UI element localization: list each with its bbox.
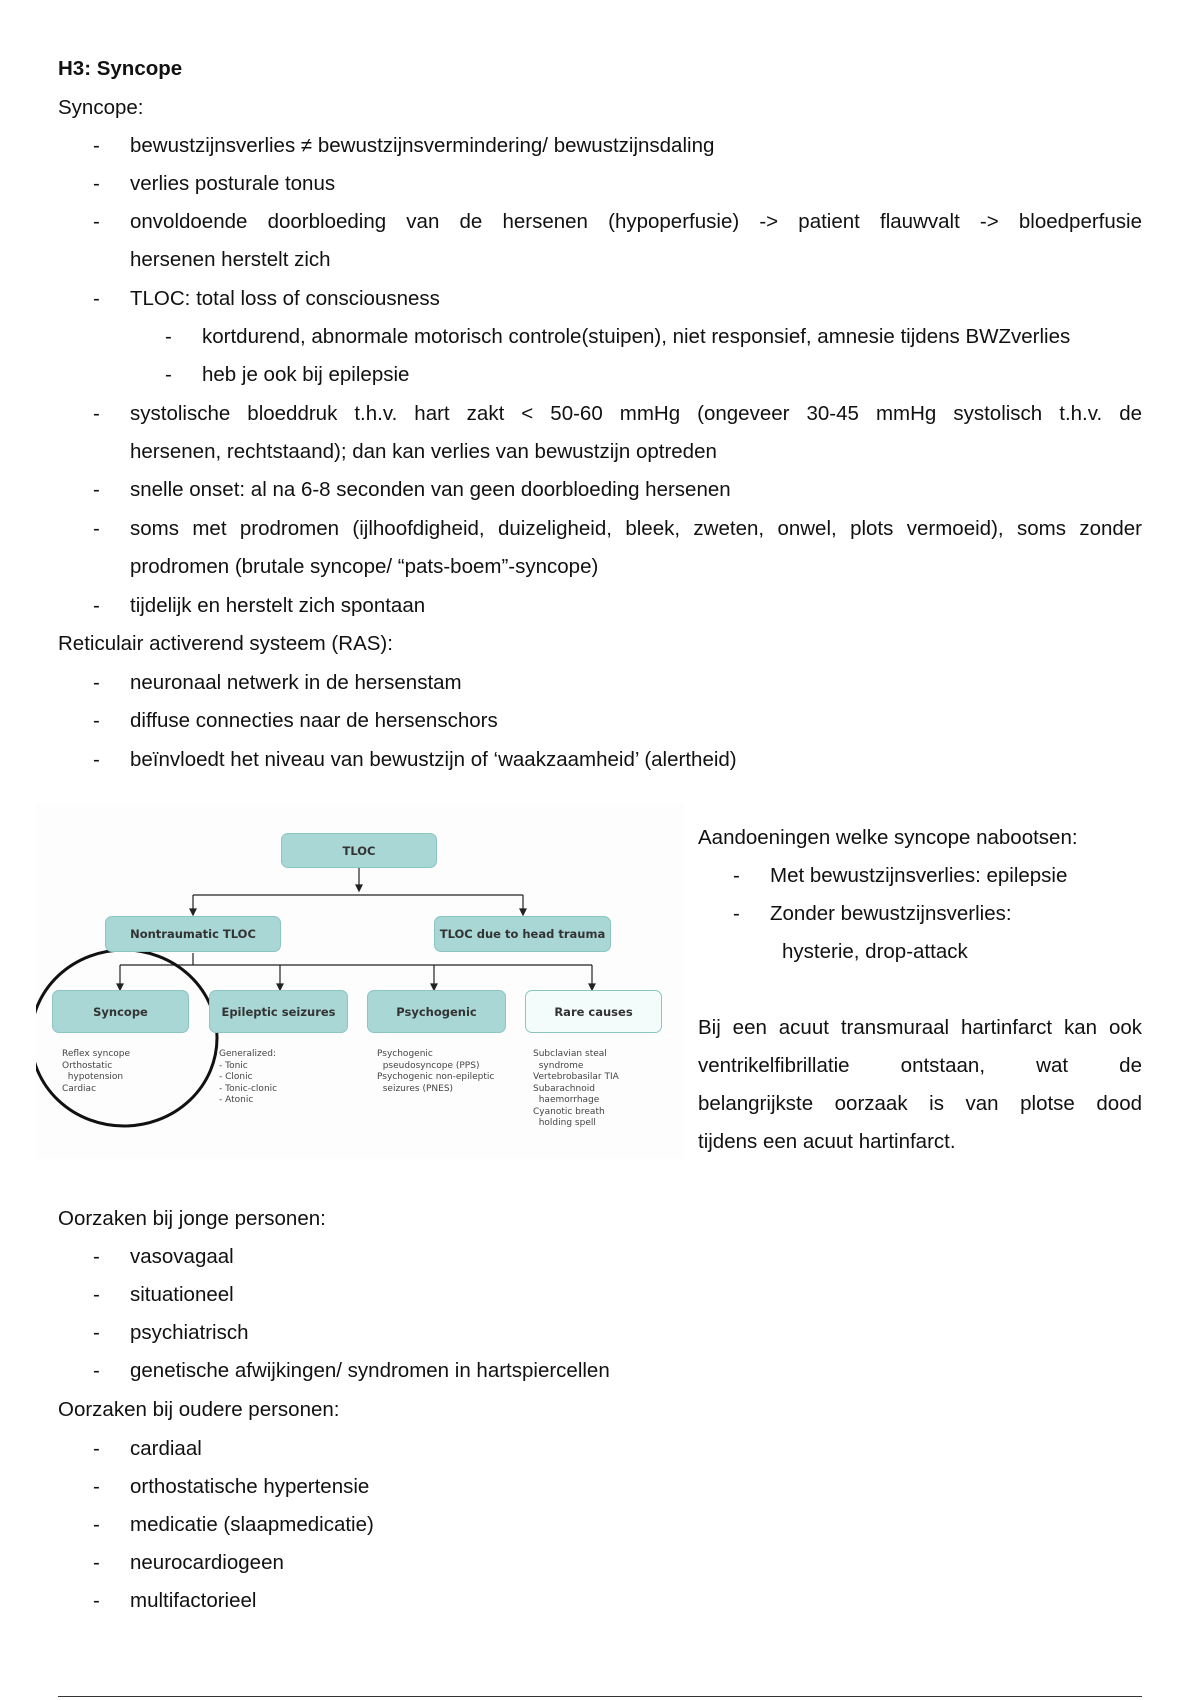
list-item: neuronaal netwerk in de hersenstam	[130, 671, 462, 694]
bullet-dash: -	[93, 1475, 100, 1498]
sub-list-item: kortdurend, abnormale motorisch controle(stuipen), niet responsief, amnesie tijdens BWZverlies	[202, 325, 1071, 348]
list-item-continuation: prodromen (brutale syncope/ “pats-boem”-syncope)	[130, 555, 599, 578]
bullet-dash: -	[93, 594, 100, 617]
list-item: verlies posturale tonus	[130, 172, 336, 195]
bullet-dash: -	[93, 1321, 100, 1344]
bullet-dash: -	[93, 709, 100, 732]
node-psychogenic: Psychogenic	[367, 990, 506, 1033]
sub-list-item: heb je ook bij epilepsie	[202, 363, 410, 386]
bullet-dash: -	[93, 748, 100, 771]
bullet-dash: -	[93, 1513, 100, 1536]
node-syncope: Syncope	[52, 990, 189, 1033]
list-item: neurocardiogeen	[130, 1551, 284, 1574]
list-item: Met bewustzijnsverlies: epilepsie	[770, 864, 1068, 887]
bullet-dash: -	[165, 363, 172, 386]
list-item: multifactorieel	[130, 1589, 257, 1612]
node-rare-causes: Rare causes	[525, 990, 662, 1033]
rare-details: Subclavian steal syndrome Vertebrobasilar TIA Subarachnoid haemorrhage Cyanotic breath holding spell	[533, 1049, 619, 1128]
infarct-paragraph-line: Bij een acuut transmuraal hartinfarct kan ook	[698, 1016, 1142, 1039]
bullet-dash: -	[93, 1245, 100, 1268]
syncope-details: Reflex syncope Orthostatic hypotension Cardiac	[62, 1049, 131, 1094]
list-item: Zonder bewustzijnsverlies:	[770, 902, 1012, 925]
infarct-paragraph-line: tijdens een acuut hartinfarct.	[698, 1130, 956, 1153]
list-item: medicatie (slaapmedicatie)	[130, 1513, 374, 1536]
young-heading: Oorzaken bij jonge personen:	[58, 1207, 326, 1230]
page-title: H3: Syncope	[58, 57, 183, 80]
list-item: cardiaal	[130, 1437, 202, 1460]
bullet-dash: -	[93, 172, 100, 195]
psychogenic-details: Psychogenic pseudosyncope (PPS) Psychogenic non-epileptic seizures (PNES)	[377, 1049, 495, 1094]
epileptic-details: Generalized: - Tonic - Clonic - Tonic-clonic - Atonic	[219, 1049, 278, 1105]
bullet-dash: -	[93, 210, 100, 233]
list-item: systolische bloeddruk t.h.v. hart zakt < 50-60 mmHg (ongeveer 30-45 mmHg systolisch t.h.v. de	[130, 402, 1142, 425]
bullet-dash: -	[165, 325, 172, 348]
node-tloc: TLOC	[281, 833, 437, 868]
bullet-dash: -	[93, 517, 100, 540]
node-epileptic: Epileptic seizures	[209, 990, 348, 1033]
list-item: TLOC: total loss of consciousness	[130, 287, 440, 310]
list-item: onvoldoende doorbloeding van de hersenen (hypoperfusie) -> patient flauwvalt -> bloedperfusie	[130, 210, 1142, 233]
mimics-heading: Aandoeningen welke syncope nabootsen:	[698, 826, 1078, 849]
footer-divider	[58, 1696, 1142, 1697]
bullet-dash: -	[93, 287, 100, 310]
infarct-paragraph-line: ventrikelfibrillatie ontstaan, wat de	[698, 1054, 1142, 1077]
bullet-dash: -	[93, 478, 100, 501]
syncope-heading: Syncope:	[58, 96, 144, 119]
bullet-dash: -	[733, 864, 740, 887]
infarct-paragraph-line: belangrijkste oorzaak is van plotse dood	[698, 1092, 1142, 1115]
list-item: orthostatische hypertensie	[130, 1475, 370, 1498]
list-item-continuation: hersenen, rechtstaand); dan kan verlies van bewustzijn optreden	[130, 440, 717, 463]
bullet-dash: -	[93, 1359, 100, 1382]
bullet-dash: -	[93, 402, 100, 425]
bullet-dash: -	[93, 1551, 100, 1574]
list-item: soms met prodromen (ijlhoofdigheid, duizeligheid, bleek, zweten, onwel, plots vermoeid), soms zonder	[130, 517, 1142, 540]
list-item: bewustzijnsverlies ≠ bewustzijnsvermindering/ bewustzijnsdaling	[130, 134, 715, 157]
bullet-dash: -	[93, 1589, 100, 1612]
list-item: diffuse connecties naar de hersenschors	[130, 709, 498, 732]
bullet-dash: -	[93, 671, 100, 694]
list-item: snelle onset: al na 6-8 seconden van geen doorbloeding hersenen	[130, 478, 731, 501]
highlight-circle	[36, 950, 217, 1126]
list-item: situationeel	[130, 1283, 234, 1306]
old-heading: Oorzaken bij oudere personen:	[58, 1398, 340, 1421]
tloc-diagram	[36, 803, 684, 1159]
list-item: psychiatrisch	[130, 1321, 249, 1344]
node-nontraumatic: Nontraumatic TLOC	[105, 916, 281, 952]
list-item: beïnvloedt het niveau van bewustzijn of ‘waakzaamheid’ (alertheid)	[130, 748, 737, 771]
list-item-continuation: hersenen herstelt zich	[130, 248, 331, 271]
ras-heading: Reticulair activerend systeem (RAS):	[58, 632, 393, 655]
bullet-dash: -	[93, 1283, 100, 1306]
node-head-trauma: TLOC due to head trauma	[434, 916, 611, 952]
bullet-dash: -	[93, 134, 100, 157]
bullet-dash: -	[93, 1437, 100, 1460]
list-item: vasovagaal	[130, 1245, 234, 1268]
list-item: genetische afwijkingen/ syndromen in hartspiercellen	[130, 1359, 610, 1382]
list-item: tijdelijk en herstelt zich spontaan	[130, 594, 426, 617]
list-item-continuation: hysterie, drop-attack	[782, 940, 968, 963]
bullet-dash: -	[733, 902, 740, 925]
